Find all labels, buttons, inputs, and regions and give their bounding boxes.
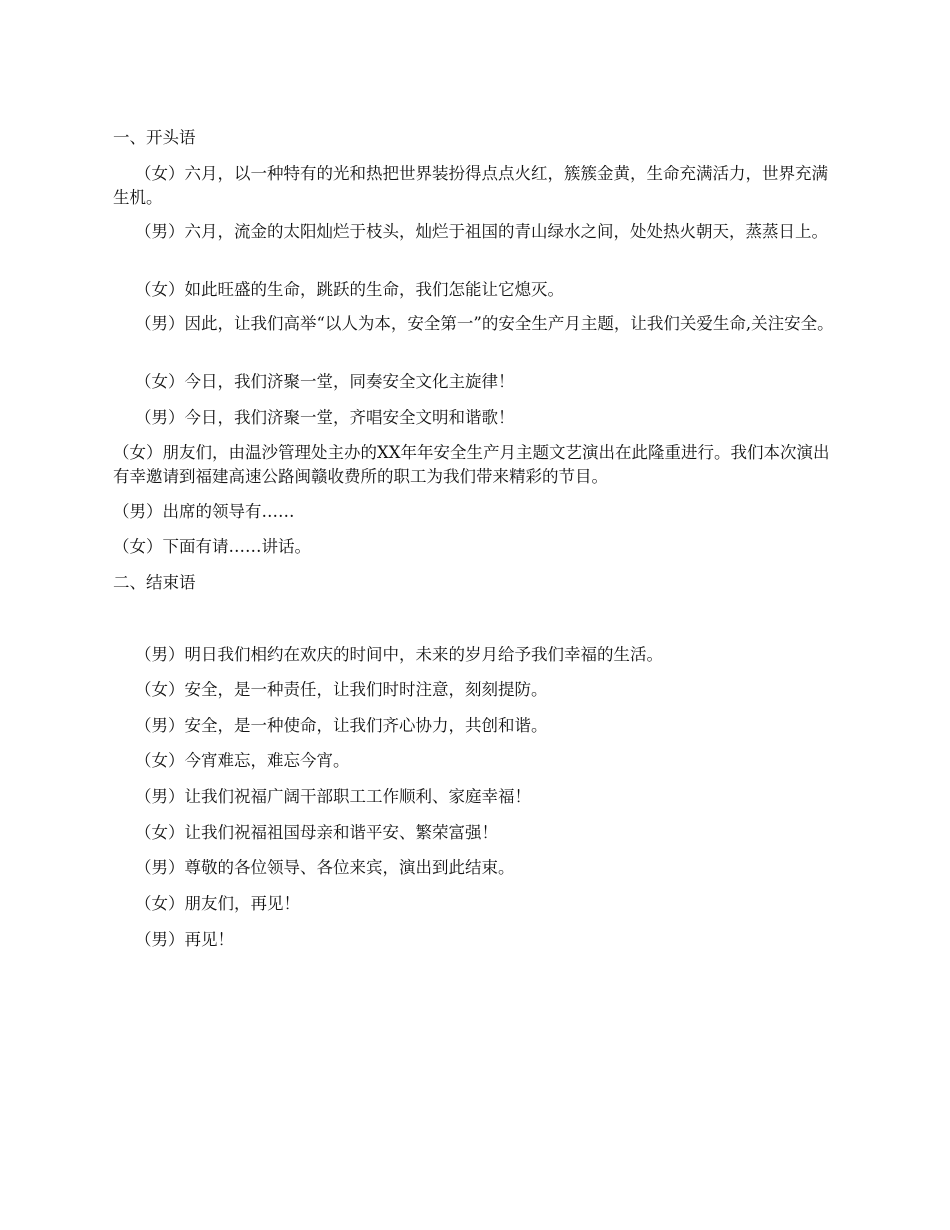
- paragraph-opening-4: （男）因此，让我们高举“以人为本，安全第一”的安全生产月主题，让我们关爱生命,关注安全。: [135, 314, 834, 333]
- paragraph-opening-5: （女）今日，我们济聚一堂，同奏安全文化主旋律！: [135, 372, 515, 391]
- paragraph-opening-1: （女）六月，以一种特有的光和热把世界装扮得点点火红，簇簇金黄，生命充满活力，世界充满生机。: [113, 164, 828, 207]
- paragraph-opening-2: （男）六月，流金的太阳灿烂于枝头，灿烂于祖国的青山绿水之间，处处热火朝天，蒸蒸日上。: [135, 222, 828, 241]
- paragraph-closing-4: （女）今宵难忘，难忘今宵。: [135, 751, 350, 770]
- paragraph-closing-6: （女）让我们祝福祖国母亲和谐平安、繁荣富强！: [135, 823, 498, 842]
- paragraph-closing-8: （女）朋友们，再见！: [135, 894, 300, 913]
- section-heading-opening: 一、开头语: [113, 128, 196, 147]
- section-heading-closing: 二、结束语: [113, 573, 196, 592]
- paragraph-closing-3: （男）安全，是一种使命，让我们齐心协力，共创和谐。: [135, 716, 548, 735]
- paragraph-closing-2: （女）安全，是一种责任，让我们时时注意，刻刻提防。: [135, 680, 548, 699]
- paragraph-opening-6: （男）今日，我们济聚一堂，齐唱安全文明和谐歌！: [135, 408, 515, 427]
- paragraph-closing-7: （男）尊敬的各位领导、各位来宾，演出到此结束。: [135, 858, 515, 877]
- paragraph-opening-7: （女）朋友们，由温沙管理处主办的XX年年安全生产月主题文艺演出在此隆重进行。我们本次演出有幸邀请到福建高速公路闽赣收费所的职工为我们带来精彩的节目。: [113, 443, 830, 486]
- paragraph-opening-3: （女）如此旺盛的生命，跳跃的生命，我们怎能让它熄灭。: [135, 280, 564, 299]
- paragraph-closing-5: （男）让我们祝福广阔干部职工工作顺利、家庭幸福！: [135, 787, 531, 806]
- paragraph-closing-9: （男）再见！: [135, 930, 234, 949]
- paragraph-opening-9: （女）下面有请……讲话。: [113, 537, 311, 556]
- paragraph-closing-1: （男）明日我们相约在欢庆的时间中，未来的岁月给予我们幸福的生活。: [135, 645, 663, 664]
- paragraph-opening-8: （男）出席的领导有……: [113, 502, 295, 521]
